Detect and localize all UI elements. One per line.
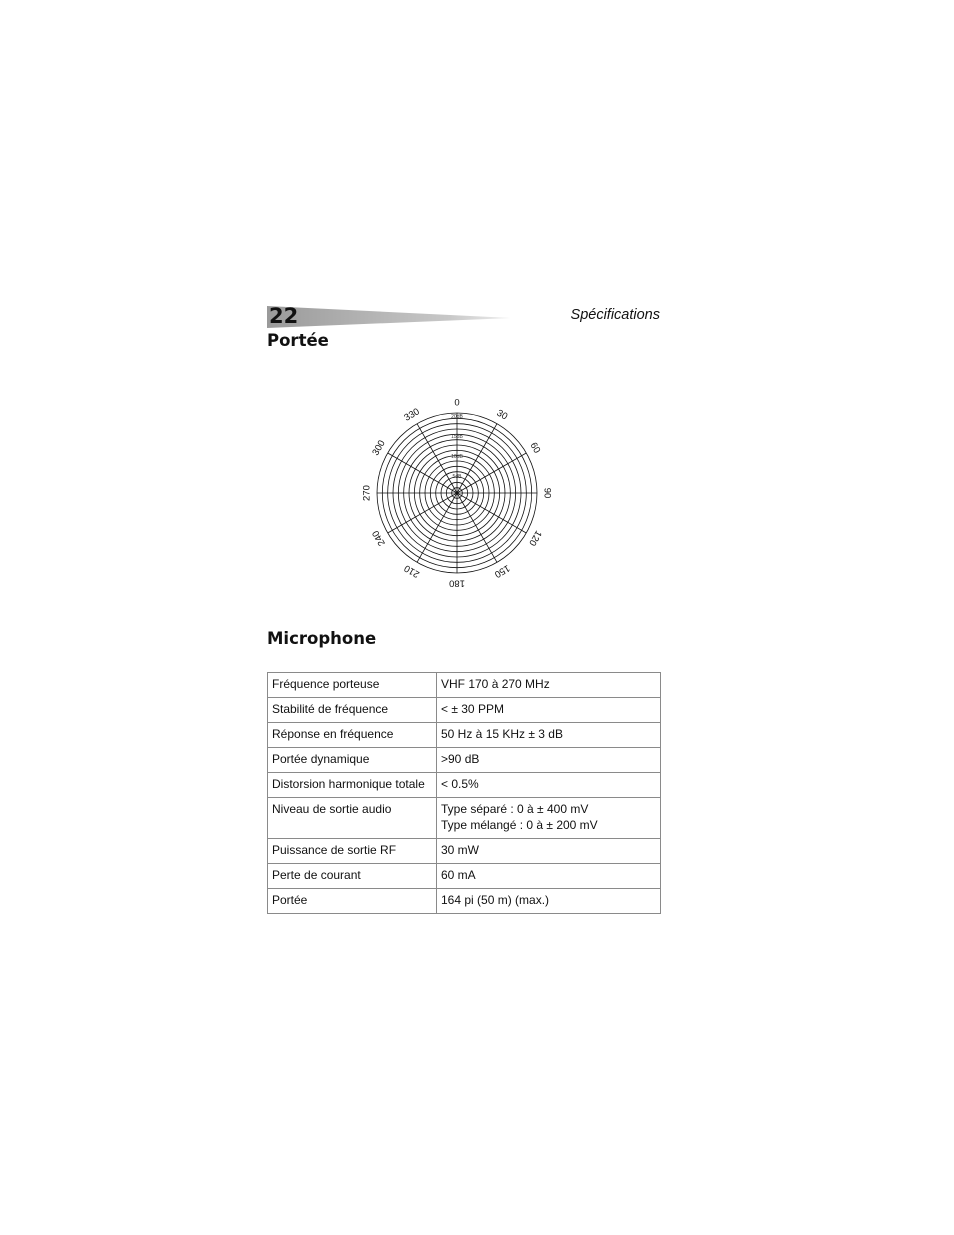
spec-value: >90 dB: [437, 748, 661, 773]
polar-ring-label: 5dB: [452, 474, 462, 480]
spec-value: 50 Hz à 15 KHz ± 3 dB: [437, 723, 661, 748]
spec-label: Perte de courant: [268, 864, 437, 889]
polar-angle-label: 90: [541, 487, 553, 499]
polar-spoke: [457, 453, 526, 493]
spec-value: < 0.5%: [437, 773, 661, 798]
spec-label: Portée: [268, 889, 437, 914]
spec-value: VHF 170 à 270 MHz: [437, 673, 661, 698]
table-row: [268, 864, 661, 889]
range-heading: Portée: [267, 331, 329, 350]
spec-label: Fréquence porteuse: [268, 673, 437, 698]
polar-angle-label: 60: [527, 440, 543, 456]
polar-spoke: [388, 493, 457, 533]
polar-spoke: [457, 424, 497, 493]
table-row: [268, 798, 661, 839]
table-row: [268, 773, 661, 798]
polar-angle-label: 120: [526, 528, 544, 548]
polar-angle-label: 240: [370, 528, 388, 548]
spec-value: 30 mW: [437, 839, 661, 864]
polar-angle-label: 150: [492, 562, 512, 580]
specs-table: [267, 672, 661, 914]
polar-spoke: [457, 493, 526, 533]
polar-angle-label: 300: [370, 438, 388, 458]
polar-angle-label: 270: [361, 485, 373, 501]
polar-ring-label: 15dB: [451, 434, 463, 440]
table-row: [268, 748, 661, 773]
header-bar: [267, 306, 511, 328]
spec-value: < ± 30 PPM: [437, 698, 661, 723]
spec-value: 164 pi (50 m) (max.): [437, 889, 661, 914]
polar-ring-label: 20dB: [451, 414, 463, 420]
spec-value-multiline: [437, 798, 661, 839]
polar-spoke: [388, 453, 457, 493]
spec-label: Stabilité de fréquence: [268, 698, 437, 723]
polar-angle-label: 210: [402, 562, 422, 580]
polar-angle-label: 30: [494, 407, 510, 423]
microphone-heading: Microphone: [267, 629, 377, 648]
spec-label: Distorsion harmonique totale: [268, 773, 437, 798]
table-row: [268, 839, 661, 864]
spec-label: Portée dynamique: [268, 748, 437, 773]
polar-diagram: [356, 394, 556, 594]
section-title: Spécifications: [570, 307, 660, 323]
spec-label: Puissance de sortie RF: [268, 839, 437, 864]
polar-ring-label: 10dB: [451, 454, 463, 460]
polar-angle-label: 180: [449, 577, 465, 589]
polar-angle-label: 0: [454, 397, 460, 409]
spec-value: 60 mA: [437, 864, 661, 889]
spec-value-line: Type séparé : 0 à ± 400 mV: [441, 802, 589, 816]
spec-label: Réponse en fréquence: [268, 723, 437, 748]
polar-spoke: [417, 493, 457, 562]
table-row: [268, 723, 661, 748]
table-row: [268, 889, 661, 914]
polar-angle-label: 330: [402, 406, 422, 424]
table-row: [268, 698, 661, 723]
polar-spoke: [457, 493, 497, 562]
spec-value-line: Type mélangé : 0 à ± 200 mV: [441, 818, 598, 832]
page-number: 22: [269, 304, 299, 328]
table-row: [268, 673, 661, 698]
spec-label: Niveau de sortie audio: [268, 798, 437, 839]
